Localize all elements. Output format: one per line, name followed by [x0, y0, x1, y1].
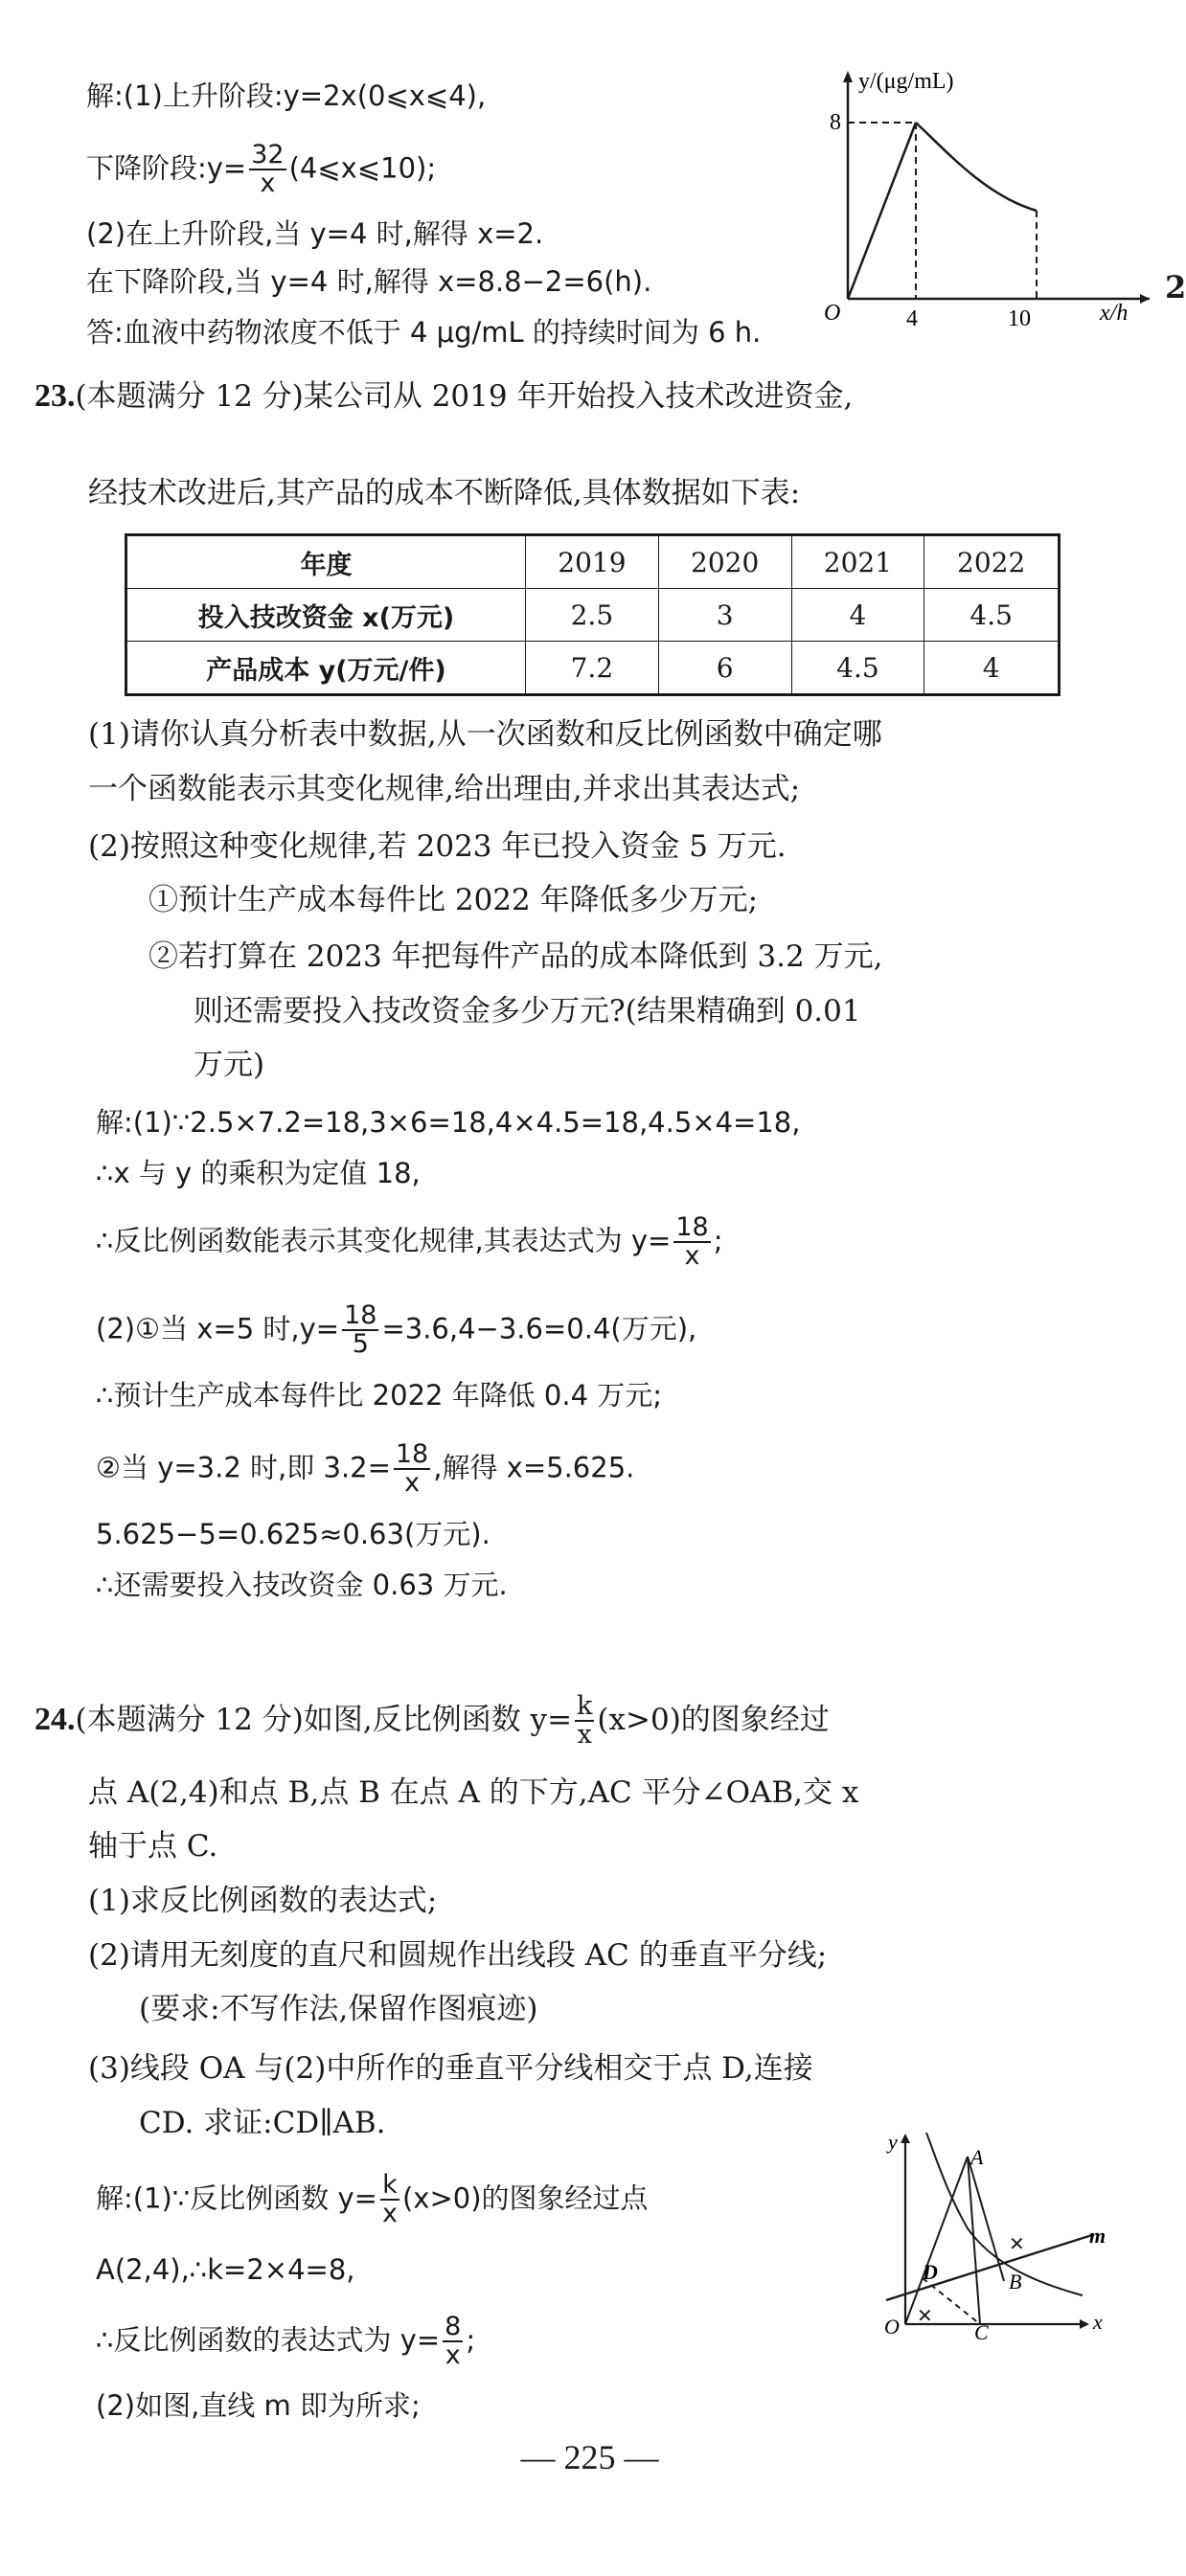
sol22-line2-suffix: (4⩽x⩽10);	[288, 151, 437, 185]
sol23-line3	[96, 1214, 723, 1271]
q23-part2-ii-line2: 则还需要投入技改资金多少万元?(结果精确到 0.01	[194, 994, 861, 1028]
denominator: x	[673, 1241, 710, 1270]
denominator: x	[381, 2199, 398, 2229]
q23-part2: (2)按照这种变化规律,若 2023 年已投入资金 5 万元.	[88, 829, 787, 864]
label-C: C	[974, 2320, 989, 2344]
denominator: x	[575, 1720, 594, 1749]
sol23-line8: ∴还需要投入技改资金 0.63 万元.	[96, 1569, 508, 1601]
sol24-line1-prefix: 解:(1)∵反比例函数 y=	[96, 2181, 377, 2215]
line-m	[886, 2235, 1092, 2300]
tick-label-x10: 10	[1008, 306, 1031, 331]
sol22-line1: 解:(1)上升阶段:y=2x(0⩽x⩽4),	[86, 79, 487, 112]
fraction-k-over-x	[575, 1693, 594, 1750]
sol23-line2: ∴x 与 y 的乘积为定值 18,	[96, 1157, 421, 1189]
hyperbola-curve	[926, 2133, 1083, 2295]
table-cell: 4.5	[924, 589, 1060, 642]
tick-label-y8: 8	[830, 110, 841, 135]
table-cell: 6	[658, 642, 791, 695]
numerator: 32	[251, 140, 285, 169]
table-cell: 4	[924, 642, 1060, 695]
fraction-18-over-x	[394, 1441, 430, 1498]
q24-stem1-suffix: (x>0)的图象经过	[597, 1702, 830, 1737]
denominator: 5	[342, 1329, 378, 1358]
q24-stem-line2: 点 A(2,4)和点 B,点 B 在点 A 的下方,AC 平分∠OAB,交 x	[88, 1775, 859, 1810]
numerator: 8	[445, 2312, 462, 2341]
fraction-32-over-x	[249, 142, 285, 198]
label-y: y	[888, 2130, 898, 2154]
x-axis-label: x/h	[1100, 301, 1129, 326]
label-B: B	[1009, 2270, 1022, 2294]
construction-mark-upper: ✕	[1009, 2234, 1025, 2255]
segment-OA	[905, 2157, 968, 2324]
q24-stem-line3: 轴于点 C.	[88, 1829, 218, 1864]
q24-stem-line1	[34, 1693, 830, 1750]
table-row	[126, 642, 1060, 695]
q23-part2-ii-line3: 万元)	[194, 1048, 265, 1082]
q23-stem1-text: (本题满分 12 分)某公司从 2019 年开始投入技术改进资金,	[75, 379, 854, 414]
y-axis-arrow	[901, 2134, 910, 2143]
sol22-line4: 在下降阶段,当 y=4 时,解得 x=8.8−2=6(h).	[86, 265, 652, 298]
table-cell: 3	[658, 589, 791, 642]
table-header-cell: 2020	[658, 535, 791, 589]
y-axis-arrow	[843, 71, 853, 82]
table-header-cell: 2021	[791, 535, 924, 589]
sol23-line4-prefix: (2)①当 x=5 时,y=	[96, 1312, 340, 1345]
q24-part1: (1)求反比例函数的表达式;	[88, 1884, 438, 1918]
q24-stem1-prefix: (本题满分 12 分)如图,反比例函数 y=	[75, 1702, 573, 1737]
numerator: 18	[395, 1439, 429, 1469]
sol23-line3-suffix: ;	[713, 1224, 723, 1257]
sol23-line4	[96, 1302, 696, 1359]
tick-label-x4: 4	[906, 306, 918, 331]
table-row-label: 产品成本 y(万元/件)	[126, 642, 526, 695]
q24-part2-note: (要求:不写作法,保留作图痕迹)	[139, 1992, 538, 2026]
table-row-label: 投入技改资金 x(万元)	[126, 589, 526, 642]
label-m: m	[1089, 2224, 1106, 2248]
sol23-line1: 解:(1)∵2.5×7.2=18,3×6=18,4×4.5=18,4.5×4=18,	[96, 1106, 801, 1139]
falling-curve	[916, 123, 1037, 211]
table-header-row	[126, 535, 1060, 589]
concentration-graph	[824, 57, 1159, 331]
numerator: k	[577, 1691, 593, 1721]
label-D: D	[923, 2260, 938, 2284]
table-cell: 4.5	[791, 642, 924, 695]
sol22-line5: 答:血液中药物浓度不低于 4 μg/mL 的持续时间为 6 h.	[86, 316, 762, 349]
q24-part3-line2: CD. 求证:CD∥AB.	[139, 2106, 386, 2140]
page-number: — 225 —	[520, 2438, 659, 2476]
fraction-k-over-x	[380, 2172, 399, 2228]
sol22-line2	[86, 142, 436, 198]
question-number-24: 24.	[34, 1701, 76, 1737]
y-axis-label: y/(μg/mL)	[858, 69, 954, 94]
sol24-line4: (2)如图,直线 m 即为所求;	[96, 2389, 421, 2422]
sol24-line1-suffix: (x>0)的图象经过点	[401, 2181, 649, 2215]
sol23-line3-prefix: ∴反比例函数能表示其变化规律,其表达式为 y=	[96, 1224, 672, 1257]
question-number-23: 23.	[34, 378, 76, 414]
sol22-line3: (2)在上升阶段,当 y=4 时,解得 x=2.	[86, 217, 544, 250]
sol23-line5: ∴预计生产成本每件比 2022 年降低 0.4 万元;	[96, 1379, 663, 1412]
q23-part2-i: ①预计生产成本每件比 2022 年降低多少万元;	[148, 883, 759, 917]
sol23-line7: 5.625−5=0.625≈0.63(万元).	[96, 1518, 490, 1550]
sol24-line3	[96, 2314, 475, 2370]
denominator: x	[249, 169, 285, 197]
label-O: O	[884, 2315, 900, 2339]
geometry-figure	[867, 2128, 1106, 2344]
sol23-line4-suffix: =3.6,4−3.6=0.4(万元),	[381, 1312, 697, 1345]
q23-stem-line1	[34, 375, 853, 418]
margin-mark: 2	[1165, 269, 1186, 305]
fraction-8-over-x	[443, 2314, 463, 2370]
fraction-18-over-5	[342, 1302, 378, 1359]
label-A: A	[970, 2145, 984, 2169]
x-axis-arrow	[1140, 294, 1150, 304]
sol24-line2: A(2,4),∴k=2×4=8,	[96, 2253, 355, 2286]
numerator: k	[382, 2170, 398, 2200]
table-header-cell: 2019	[526, 535, 659, 589]
sol23-line6	[96, 1441, 634, 1498]
construction-mark-lower: ✕	[917, 2306, 933, 2327]
table-cell: 2.5	[526, 589, 659, 642]
sol24-line3-prefix: ∴反比例函数的表达式为 y=	[96, 2323, 441, 2357]
sol24-line1	[96, 2172, 649, 2228]
q23-part2-ii-line1: ②若打算在 2023 年把每件产品的成本降低到 3.2 万元,	[148, 939, 883, 974]
denominator: x	[443, 2340, 463, 2369]
fraction-18-over-x	[673, 1214, 710, 1271]
sol22-line2-prefix: 下降阶段:y=	[86, 151, 247, 185]
q23-part1-line1: (1)请你认真分析表中数据,从一次函数和反比例函数中确定哪	[88, 717, 882, 752]
sol23-line6-prefix: ②当 y=3.2 时,即 3.2=	[96, 1451, 391, 1484]
q23-part1-line2: 一个函数能表示其变化规律,给出理由,并求出其表达式;	[88, 772, 801, 806]
table-header-cell: 年度	[126, 535, 526, 589]
q23-stem-line2: 经技术改进后,其产品的成本不断降低,具体数据如下表:	[88, 476, 801, 510]
sol23-line6-suffix: ,解得 x=5.625.	[433, 1451, 635, 1484]
table-cell: 7.2	[526, 642, 659, 695]
origin-label: O	[824, 301, 841, 326]
table-row	[126, 589, 1060, 642]
q24-part3-line1: (3)线段 OA 与(2)中所作的垂直平分线相交于点 D,连接	[88, 2051, 813, 2086]
label-x: x	[1093, 2310, 1103, 2334]
denominator: x	[394, 1468, 430, 1497]
rising-segment	[848, 123, 916, 299]
table-cell: 4	[791, 589, 924, 642]
sol24-line3-suffix: ;	[466, 2323, 476, 2357]
numerator: 18	[675, 1212, 709, 1242]
q24-part2: (2)请用无刻度的直尺和圆规作出线段 AC 的垂直平分线;	[88, 1938, 828, 1973]
data-table	[125, 533, 1061, 696]
numerator: 18	[344, 1300, 377, 1330]
table-header-cell: 2022	[924, 535, 1060, 589]
x-axis-arrow	[1080, 2319, 1089, 2329]
